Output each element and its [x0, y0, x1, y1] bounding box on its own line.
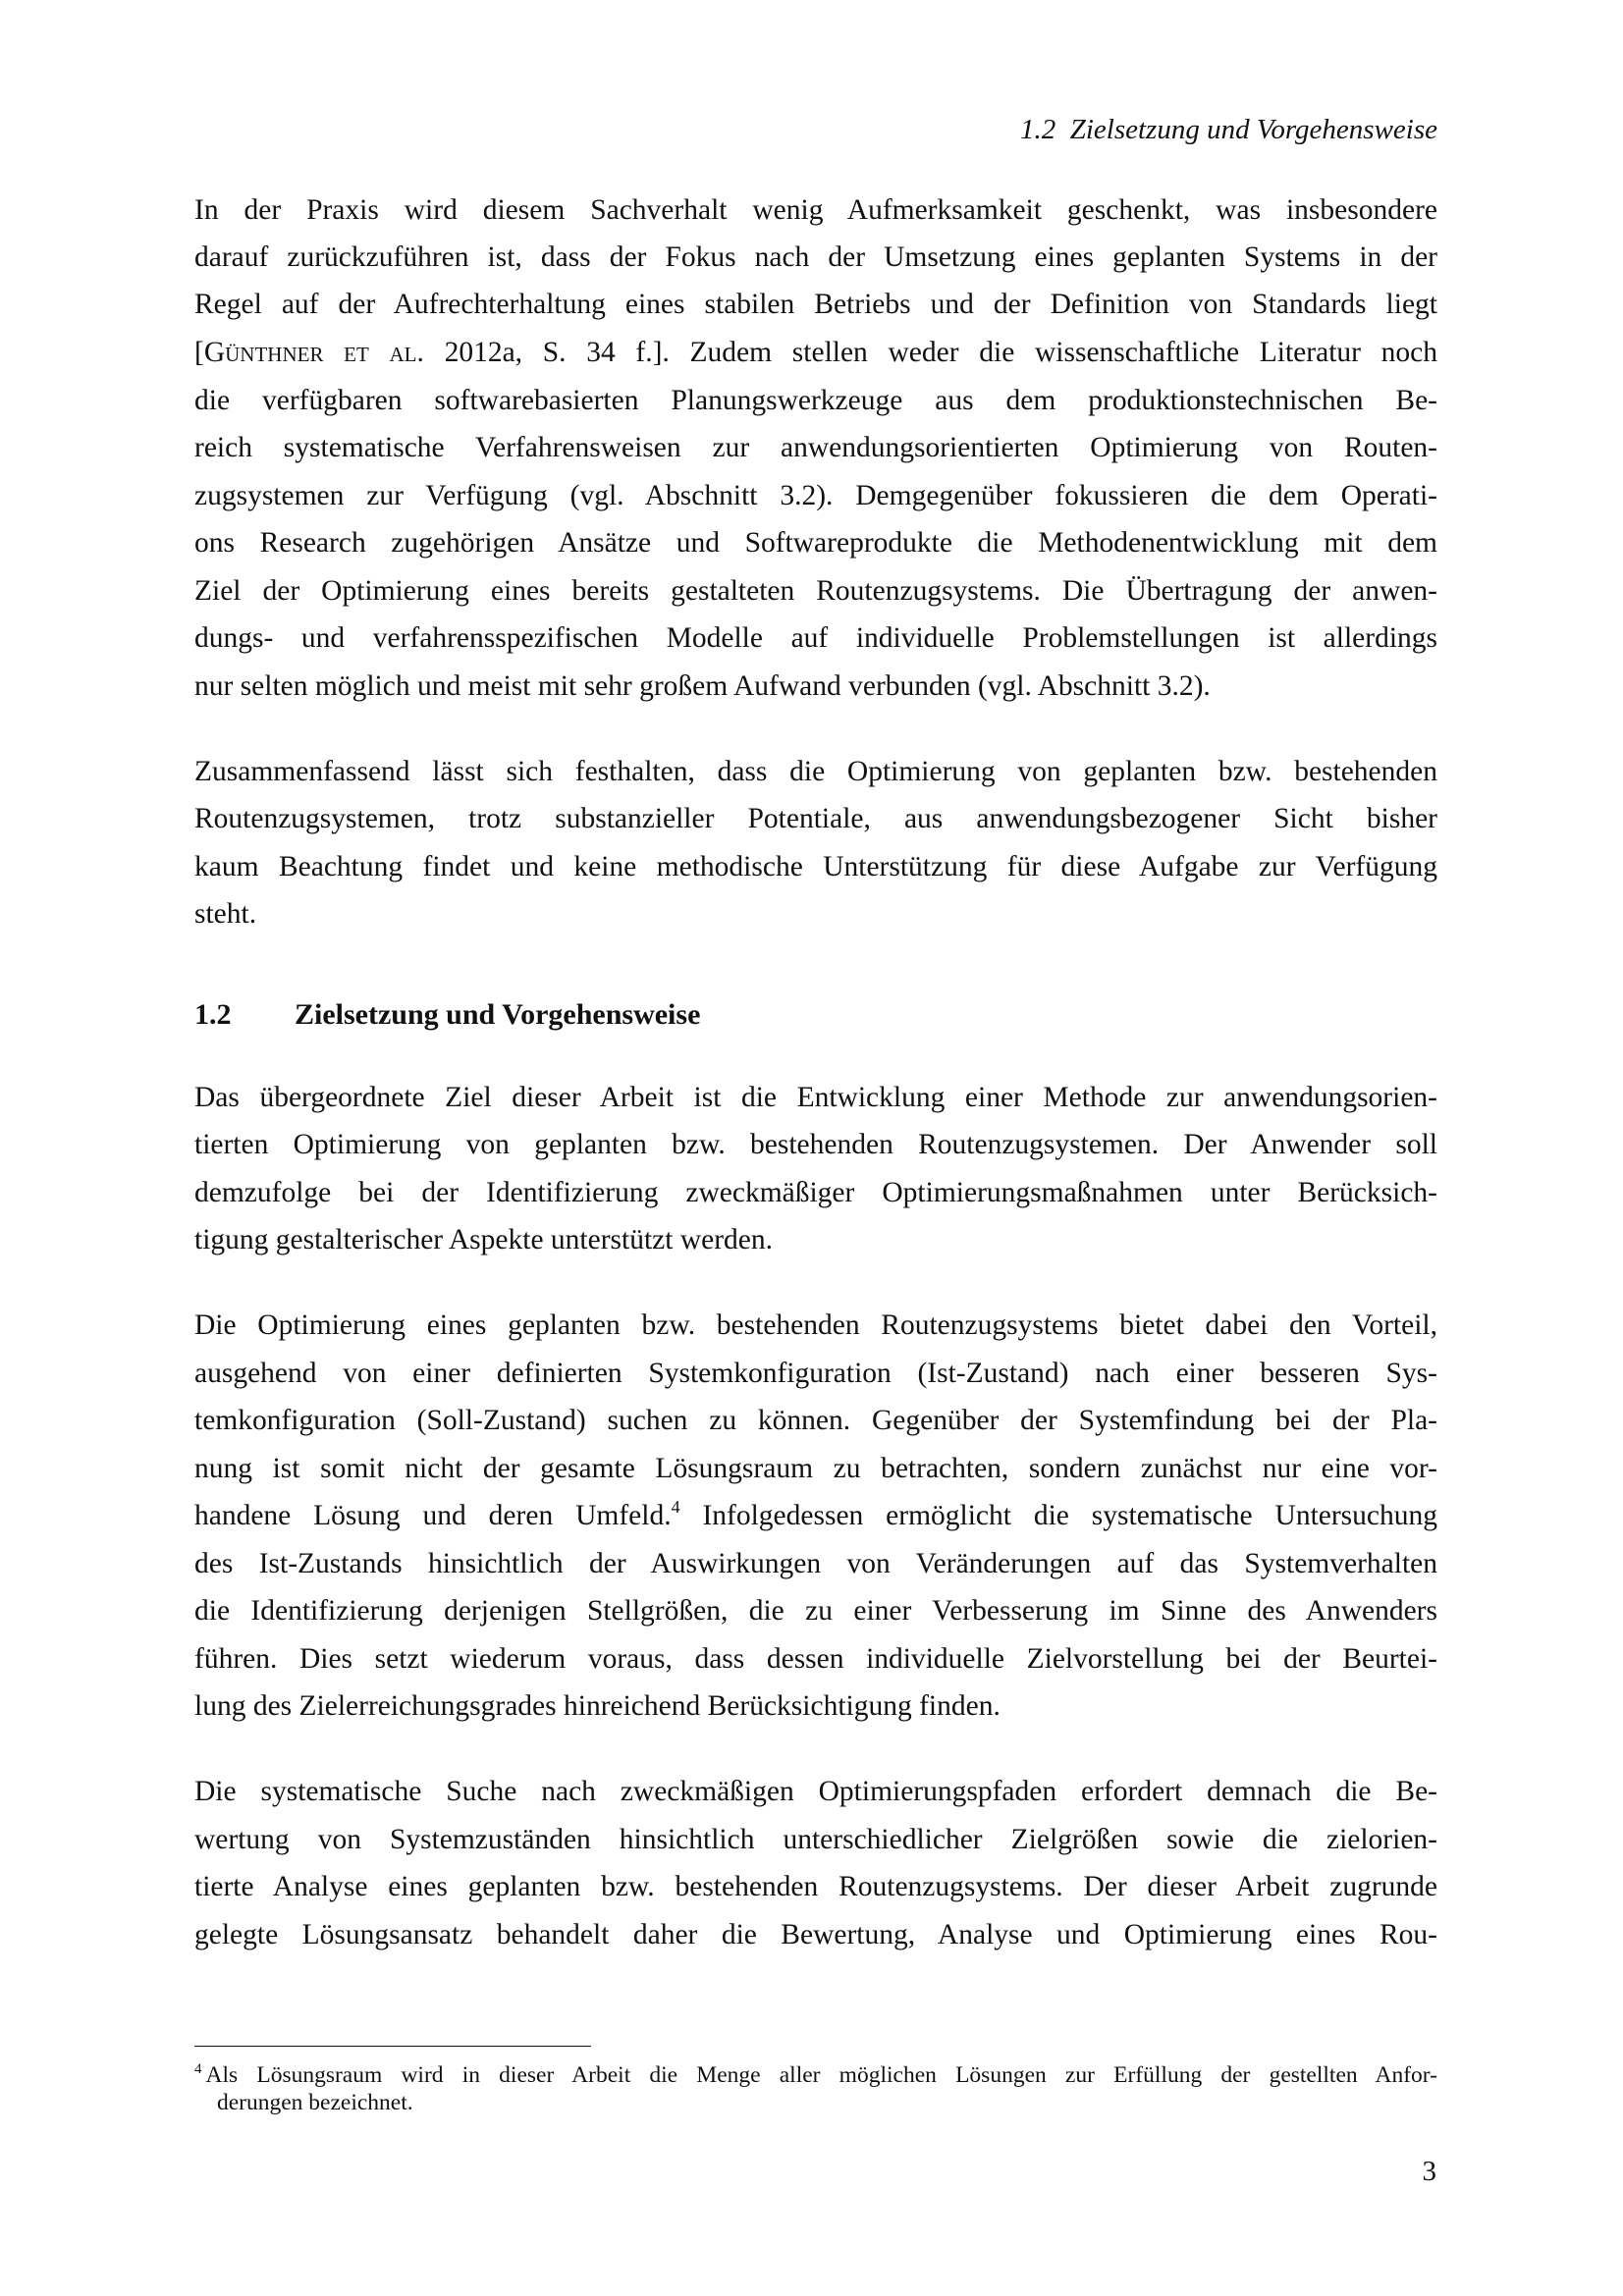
line-text: handene Lösung und deren Umfeld.: [194, 1500, 672, 1531]
text-line: Zusammenfassend lässt sich festhalten, dass die Optimierung von geplanten bzw. bestehenden: [194, 756, 1437, 787]
text-line: wertung von Systemzuständen hinsichtlich unterschiedlicher Zielgrößen sowie die zielorien-: [194, 1824, 1437, 1855]
footnote-divider: [194, 2046, 591, 2047]
text-line: ons Research zugehörigen Ansätze und Softwareprodukte die Methodenentwicklung mit dem: [194, 527, 1437, 559]
footnote-reference[interactable]: 4: [671, 1497, 680, 1517]
text-line: Ziel der Optimierung eines bereits gestalteten Routenzugsystems. Die Übertragung der anwen-: [194, 575, 1437, 607]
text-line: gelegte Lösungsansatz behandelt daher die Bewertung, Analyse und Optimierung eines Rou-: [194, 1919, 1437, 1950]
text-line: lung des Zielerreichungsgrades hinreichend Berücksichtigung finden.: [194, 1690, 1001, 1722]
text-line: tigung gestalterischer Aspekte unterstützt werden.: [194, 1224, 774, 1255]
text-line: nur selten möglich und meist mit sehr großem Aufwand verbunden (vgl. Abschnitt 3.2).: [194, 670, 1211, 702]
citation-author: Günthner et al.: [203, 337, 424, 368]
citation-details: 2012a, S. 34 f.]: [423, 337, 663, 368]
running-header: 1.2 Zielsetzung und Vorgehensweise: [1019, 114, 1437, 145]
footnote-text: Als Lösungsraum wird in dieser Arbeit die Menge aller möglichen Lösungen zur Erfüllung der gestellten Anfor-: [205, 2062, 1437, 2088]
text-line: In der Praxis wird diesem Sachverhalt wenig Aufmerksamkeit geschenkt, was insbesondere: [194, 194, 1437, 226]
text-line: steht.: [194, 898, 257, 930]
text-line: nung ist somit nicht der gesamte Lösungsraum zu betrachten, sondern zunächst nur eine vor-: [194, 1453, 1437, 1484]
text-line: Die Optimierung eines geplanten bzw. bestehenden Routenzugsystems bietet dabei den Vorteil,: [194, 1309, 1437, 1341]
line-text: . Zudem stellen weder die wissenschaftliche Literatur noch: [662, 337, 1438, 368]
text-line: darauf zurückzuführen ist, dass der Fokus nach der Umsetzung eines geplanten Systems in der: [194, 241, 1437, 273]
text-line: temkonfiguration (Soll-Zustand) suchen zu können. Gegenüber der Systemfindung bei der Pla-: [194, 1405, 1437, 1436]
text-line: reich systematische Verfahrensweisen zur anwendungsorientierten Optimierung von Routen-: [194, 432, 1437, 463]
text-line: dungs- und verfahrensspezifischen Modelle auf individuelle Problemstellungen ist allerdings: [194, 622, 1437, 654]
text-line: Regel auf der Aufrechterhaltung eines stabilen Betriebs und der Definition von Standards liegt: [194, 289, 1437, 320]
text-line: tierte Analyse eines geplanten bzw. bestehenden Routenzugsystems. Der dieser Arbeit zugrunde: [194, 1871, 1437, 1902]
footnote-line: [194, 2061, 1437, 2089]
text-line: die verfügbaren softwarebasierten Planungswerkzeuge aus dem produktionstechnischen Be-: [194, 385, 1437, 416]
text-line: [194, 335, 1437, 370]
text-line: demzufolge bei der Identifizierung zweckmäßiger Optimierungsmaßnahmen unter Berücksich-: [194, 1177, 1437, 1208]
text-line: Die systematische Suche nach zweckmäßigen Optimierungspfaden erfordert demnach die Be-: [194, 1776, 1437, 1807]
section-title: Zielsetzung und Vorgehensweise: [295, 998, 701, 1031]
text-line: Routenzugsystemen, trotz substanzieller Potentiale, aus anwendungsbezogener Sicht bisher: [194, 803, 1437, 834]
text-line: kaum Beachtung findet und keine methodische Unterstützung für diese Aufgabe zur Verfügung: [194, 851, 1437, 882]
text-line: [194, 1498, 1437, 1533]
citation-bracket: [: [194, 337, 204, 368]
text-line: zugsystemen zur Verfügung (vgl. Abschnitt 3.2). Demgegenüber fokussieren die dem Operati-: [194, 480, 1437, 511]
footnote-line: derungen bezeichnet.: [217, 2090, 413, 2115]
text-line: tierten Optimierung von geplanten bzw. bestehenden Routenzugsystemen. Der Anwender soll: [194, 1129, 1437, 1160]
line-text: Infolgedessen ermöglicht die systematische Untersuchung: [679, 1500, 1438, 1531]
text-line: führen. Dies setzt wiederum voraus, dass dessen individuelle Zielvorstellung bei der Beurtei-: [194, 1643, 1437, 1675]
text-line: Das übergeordnete Ziel dieser Arbeit ist die Entwicklung einer Methode zur anwendungsorien-: [194, 1082, 1437, 1113]
text-line: ausgehend von einer definierten Systemkonfiguration (Ist-Zustand) nach einer besseren Sys-: [194, 1358, 1437, 1389]
section-number: 1.2: [194, 998, 232, 1031]
section-heading: [194, 997, 700, 1033]
text-line: die Identifizierung derjenigen Stellgrößen, die zu einer Verbesserung im Sinne des Anwenders: [194, 1595, 1437, 1627]
text-line: des Ist-Zustands hinsichtlich der Auswirkungen von Veränderungen auf das Systemverhalten: [194, 1548, 1437, 1579]
footnote-mark: 4: [194, 2061, 202, 2077]
page-number: 3: [1422, 2156, 1436, 2187]
